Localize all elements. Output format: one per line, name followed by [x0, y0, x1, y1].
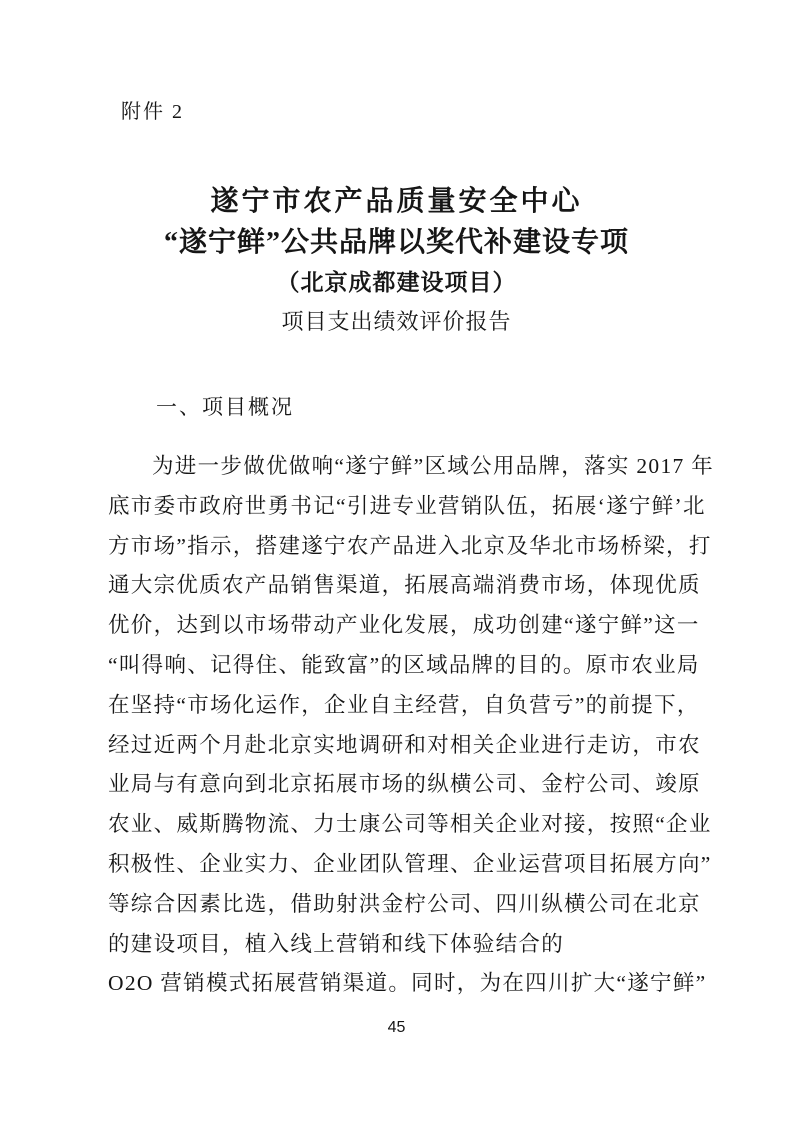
document-title: [0, 181, 793, 342]
title-line-report-type: 项目支出绩效评价报告: [281, 309, 512, 334]
body-line: 积极性、企业实力、企业团队管理、企业运营项目拓展方向”: [108, 851, 712, 876]
body-line: 在坚持“市场化运作，企业自主经营，自负营亏”的前提下，: [108, 692, 700, 717]
body-line: 方市场”指示，搭建遂宁农产品进入北京及华北市场桥梁，打: [108, 533, 712, 558]
body-line: O2O 营销模式拓展营销渠道。同时，为在四川扩大“遂宁鲜”: [108, 971, 707, 996]
body-line: 等综合因素比选，借助射洪金柠公司、四川纵横公司在北京: [108, 891, 701, 916]
body-line: “叫得响、记得住、能致富”的区域品牌的目的。原市农业局: [108, 652, 700, 677]
title-line-subproject: （北京成都建设项目）: [276, 270, 517, 295]
body-line: 通大宗优质农产品销售渠道，拓展高端消费市场，体现优质: [108, 573, 701, 598]
body-paragraph: [108, 447, 715, 1004]
section-heading: 一、项目概况: [156, 395, 294, 419]
body-line: 底市委市政府世勇书记“引进专业营销队伍，拓展‘遂宁鲜’北: [108, 493, 706, 518]
body-line: 业局与有意向到北京拓展市场的纵横公司、金柠公司、竣原: [108, 772, 701, 797]
body-line: 经过近两个月赴北京实地调研和对相关企业进行走访，市农: [108, 732, 701, 757]
body-line: 为进一步做优做响“遂宁鲜”区域公用品牌，落实 2017 年: [152, 454, 715, 478]
attachment-label: 附件 2: [121, 101, 184, 123]
title-line-organization: 遂宁市农产品质量安全中心: [210, 186, 583, 217]
title-line-project: “遂宁鲜”公共品牌以奖代补建设专项: [163, 227, 629, 258]
page-number: 45: [387, 1019, 406, 1036]
body-line: 优价，达到以市场带动产业化发展，成功创建“遂宁鲜”这一: [108, 613, 700, 638]
body-line: 的建设项目，植入线上营销和线下体验结合的: [108, 931, 565, 956]
body-line: 农业、威斯腾物流、力士康公司等相关企业对接，按照“企业: [108, 812, 712, 837]
